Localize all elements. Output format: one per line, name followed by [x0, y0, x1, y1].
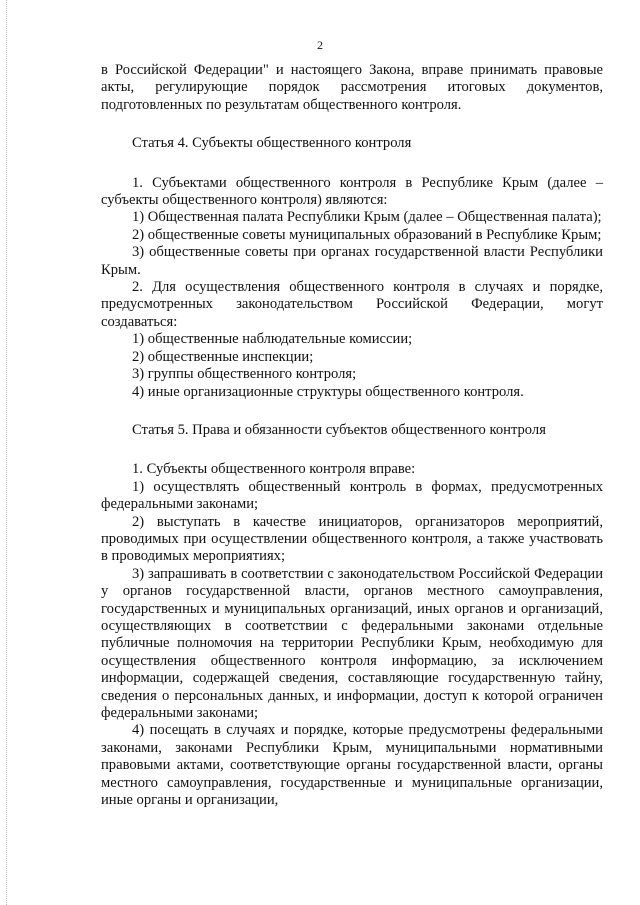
- article-4-paragraph-2: 2. Для осуществления общественного контроля в случаях и порядке, предусмотренных законодательством Российской Федерации, могут создаваться:: [101, 279, 603, 330]
- article-4-item-3: 3) общественные советы при органах государственной власти Республики Крым.: [101, 244, 603, 278]
- article-4-p2-item-4: 4) иные организационные структуры общественного контроля.: [132, 383, 524, 400]
- intro-paragraph: в Российской Федерации" и настоящего Закона, вправе принимать правовые акты, регулирующие порядок рассмотрения итоговых документов, подготовленных по результатам общественного контроля.: [101, 62, 603, 113]
- article-4-p2-item-1: 1) общественные наблюдательные комиссии;: [132, 331, 413, 348]
- page-number: 2: [317, 38, 323, 52]
- article-5-heading: Статья 5. Права и обязанности субъектов общественного контроля: [132, 421, 546, 438]
- article-4-paragraph-1: 1. Субъектами общественного контроля в Республике Крым (далее – субъекты общественного контроля) являются:: [101, 174, 603, 209]
- article-5-item-1: 1) осуществлять общественный контроль в формах, предусмотренных федеральными законами;: [101, 478, 603, 513]
- article-4-item-1: 1) Общественная палата Республики Крым (далее – Общественная палата);: [132, 209, 602, 226]
- article-4-item-2: 2) общественные советы муниципальных образований в Республике Крым;: [132, 226, 602, 243]
- article-5-item-2: 2) выступать в качестве инициаторов, организаторов мероприятий, проводимых при осуществлении общественного контроля, а также участвовать в проводимых мероприятиях;: [101, 513, 603, 565]
- article-5-item-3: 3) запрашивать в соответствии с законодательством Российской Федерации у органов государственной власти, органов местного самоуправления, государственных и муниципальных организаций, иных органов и организаций, осуществляющих в соответствии с федеральными законами отдельные публичные полномочия на территории Республики Крым, необходимую для осуществления общественного контроля информацию, за исключением информации, содержащей сведения, составляющие государственную тайну, сведения о персональных данных, и информации, доступ к которой ограничен федеральными законами;: [101, 565, 603, 721]
- article-5-item-4: 4) посещать в случаях и порядке, которые предусмотрены федеральными законами, законами Республики Крым, муниципальными нормативными правовыми актами, соответствующие органы государственной власти, органы местного самоуправления, государственные и муниципальные организации, иные органы и организации,: [101, 722, 603, 809]
- article-4-heading: Статья 4. Субъекты общественного контроля: [132, 135, 412, 152]
- left-margin-dotted-line: [6, 0, 7, 905]
- article-5-paragraph-1: 1. Субъекты общественного контроля вправе:: [132, 461, 416, 478]
- document-body: [101, 62, 603, 809]
- article-4-p2-item-3: 3) группы общественного контроля;: [132, 366, 357, 383]
- article-4-p2-item-2: 2) общественные инспекции;: [132, 348, 314, 365]
